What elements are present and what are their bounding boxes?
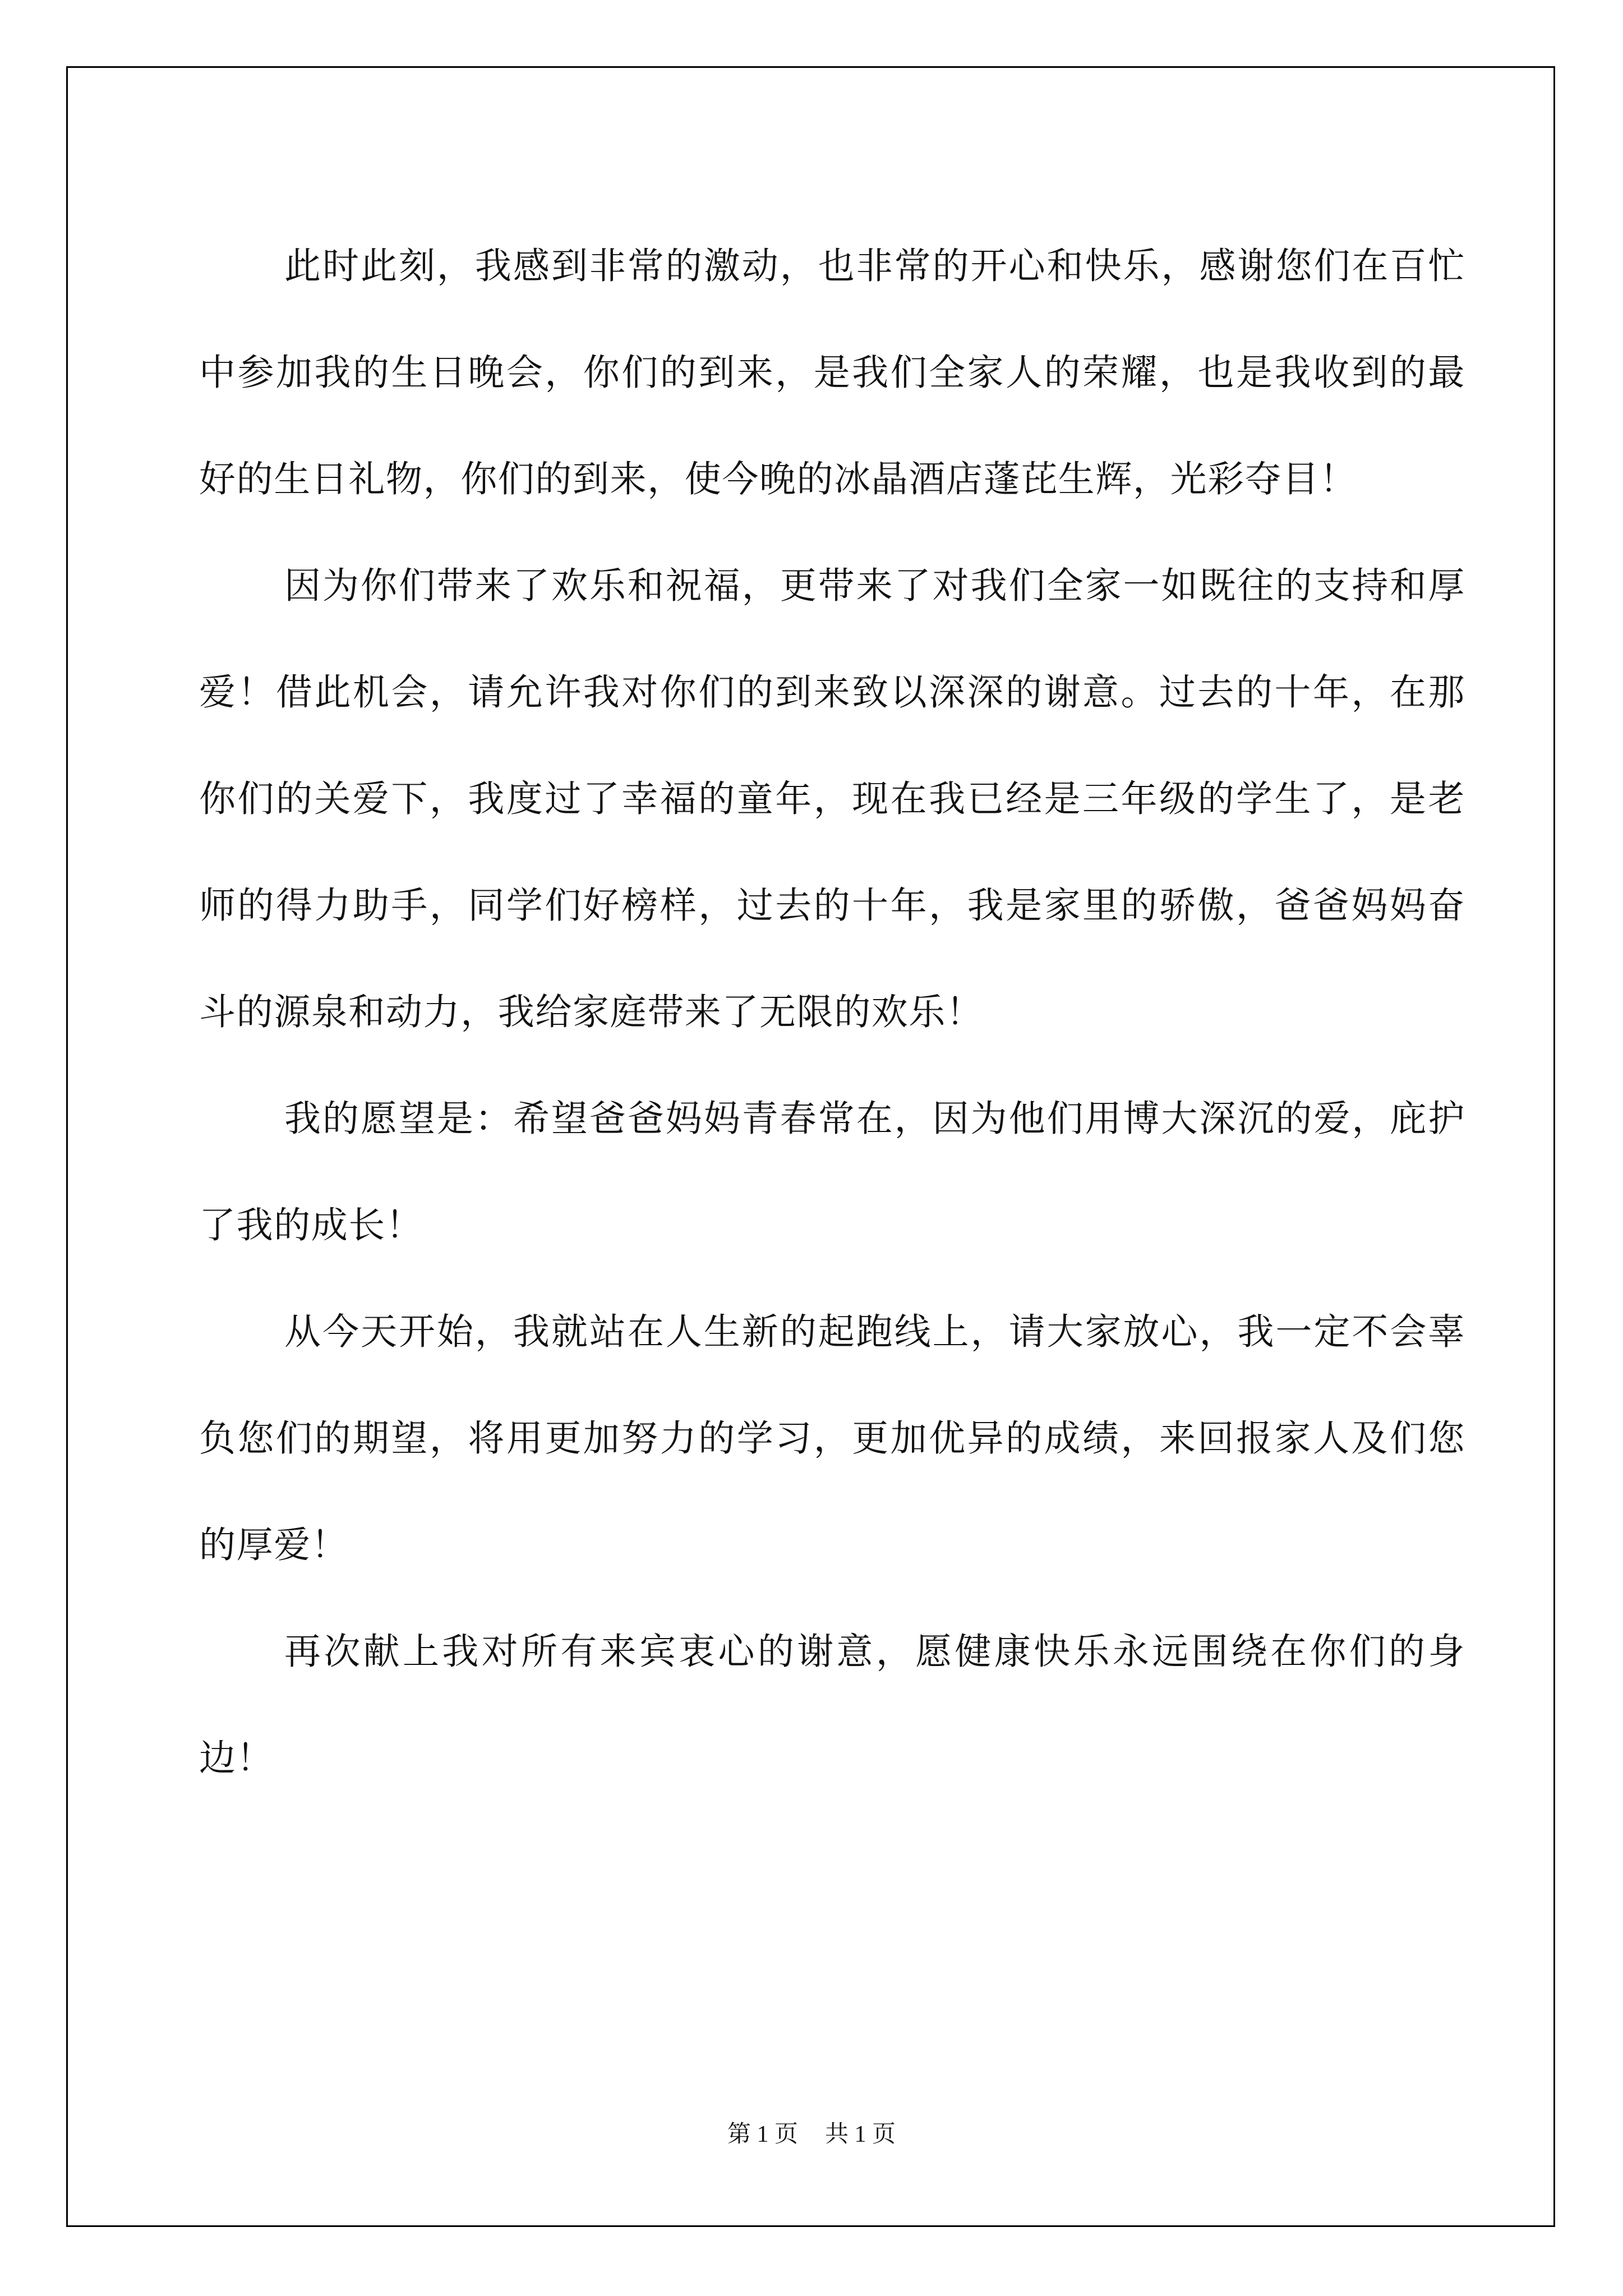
paragraph-3: 我的愿望是：希望爸爸妈妈青春常在，因为他们用博大深沉的爱，庇护了我的成长！ — [199, 1098, 1465, 1246]
paragraph-4: 从今天开始，我就站在人生新的起跑线上，请大家放心，我一定不会辜负您们的期望，将用更加努力的学习，更加优异的成绩，来回报家人及们您的厚爱！ — [199, 1311, 1465, 1566]
paragraph-5: 再次献上我对所有来宾衷心的谢意，愿健康快乐永远围绕在你们的身边！ — [199, 1631, 1465, 1779]
paragraph-1: 此时此刻，我感到非常的激动，也非常的开心和快乐，感谢您们在百忙中参加我的生日晚会，你们的到来，是我们全家人的荣耀，也是我收到的最好的生日礼物，你们的到来，使今晚的冰晶酒店蓬芘生辉，光彩夺目！ — [199, 245, 1465, 500]
paragraph-2: 因为你们带来了欢乐和祝福，更带来了对我们全家一如既往的支持和厚爱！借此机会，请允许我对你们的到来致以深深的谢意。过去的十年，在那你们的关爱下，我度过了幸福的童年，现在我已经是三年级的学生了，是老师的得力助手，同学们好榜样，过去的十年，我是家里的骄傲，爸爸妈妈奋斗的源泉和动力，我给家庭带来了无限的欢乐！ — [199, 565, 1465, 1033]
page-number-current: 第 1 页 — [727, 2122, 798, 2147]
page-number-total: 共 1 页 — [825, 2122, 896, 2147]
document-body — [199, 213, 1465, 1812]
page-footer — [0, 2118, 1623, 2151]
